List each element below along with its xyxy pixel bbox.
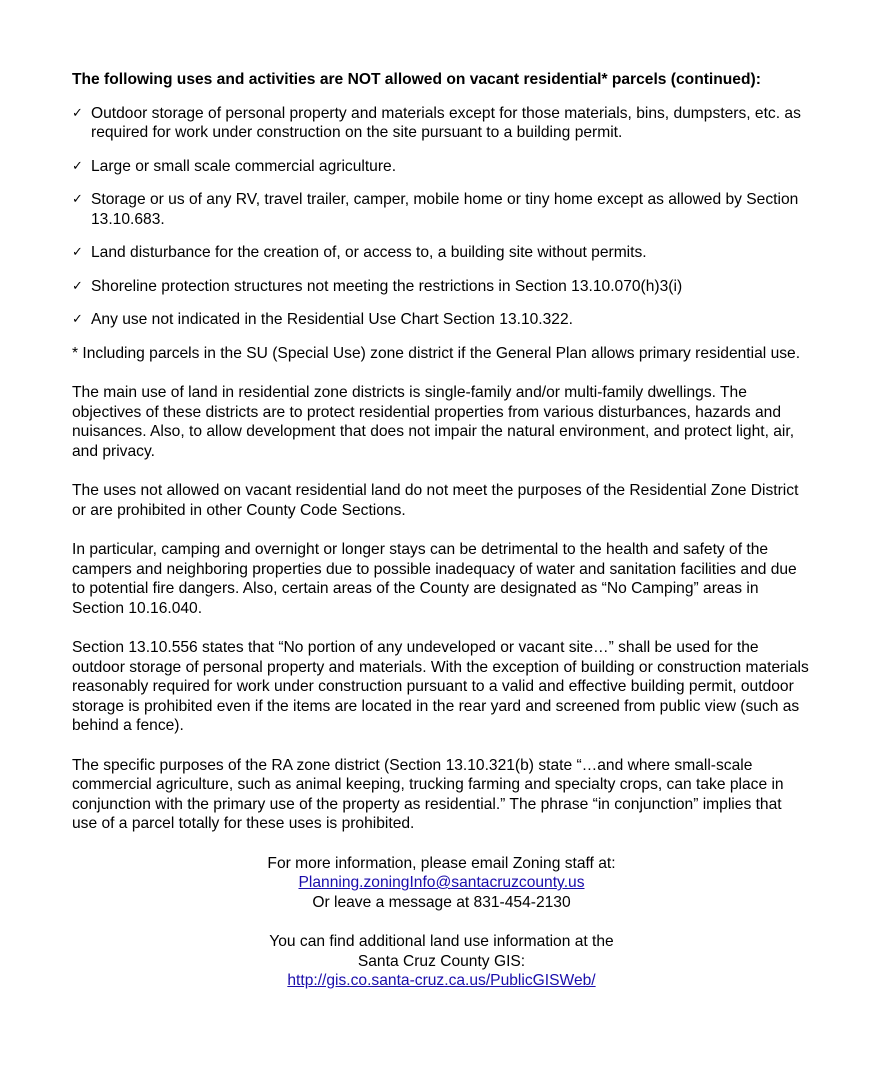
list-item-text: Large or small scale commercial agriculture. — [91, 157, 397, 175]
contact-intro: For more information, please email Zoning staff at: — [267, 854, 616, 872]
list-item — [72, 310, 811, 330]
paragraph-ra-zone: The specific purposes of the RA zone district (Section 13.10.321(b) state “…and where small-scale commercial agriculture, such as animal keeping, trucking farming and specialty crops, can take place in conjunction with the primary use of the property as residential.” The phrase “in conjunction” implies that use of a parcel totally for these uses is prohibited. — [72, 756, 784, 832]
list-item — [72, 243, 811, 263]
contact-block — [72, 854, 811, 913]
list-item-text: Outdoor storage of personal property and materials except for those materials, bins, dumpsters, etc. as required for work under construction on the site pursuant to a building permit. — [91, 104, 801, 141]
paragraph-residential-purpose: The main use of land in residential zone districts is single-family and/or multi-family dwellings. The objectives of these districts are to protect residential properties from various disturbances, hazards and nuisances. Also, to allow development that does not impair the natural environment, and protect light, air, and privacy. — [72, 384, 795, 460]
list-item — [72, 157, 811, 177]
gis-name: Santa Cruz County GIS: — [357, 952, 526, 970]
paragraph-uses-not-allowed: The uses not allowed on vacant residential land do not meet the purposes of the Residential Zone District or are prohibited in other County Code Sections. — [72, 482, 799, 519]
email-link[interactable]: Planning.zoningInfo@santacruzcounty.us — [298, 874, 585, 891]
gis-intro: You can find additional land use information at the — [269, 933, 614, 950]
gis-block — [72, 932, 811, 991]
checkmark-icon: ✓ — [72, 192, 83, 207]
checkmark-icon: ✓ — [72, 105, 83, 121]
list-item — [72, 190, 811, 229]
not-allowed-list — [72, 104, 811, 330]
list-item-text: Land disturbance for the creation of, or access to, a building site without permits. — [91, 244, 647, 261]
gis-link[interactable]: http://gis.co.santa-cruz.ca.us/PublicGISWeb/ — [287, 972, 596, 989]
phone-line: Or leave a message at 831-454-2130 — [312, 893, 571, 911]
list-item-text: Storage or us of any RV, travel trailer, camper, mobile home or tiny home except as allowed by Section 13.10.683. — [91, 191, 799, 228]
paragraph-camping: In particular, camping and overnight or longer stays can be detrimental to the health and safety of the campers and neighboring properties due to possible inadequacy of water and sanitation facilities and due to potential fire dangers. Also, certain areas of the County are designated as “No Camping” areas in Section 10.16.040. — [72, 541, 797, 617]
list-item — [72, 104, 811, 143]
footnote: * Including parcels in the SU (Special Use) zone district if the General Plan allows primary residential use. — [72, 344, 801, 362]
list-item-text: Shoreline protection structures not meeting the restrictions in Section 13.10.070(h)3(i) — [91, 277, 683, 295]
checkmark-icon: ✓ — [72, 312, 83, 327]
checkmark-icon: ✓ — [72, 245, 83, 260]
list-item — [72, 277, 811, 297]
checkmark-icon: ✓ — [72, 278, 83, 294]
paragraph-outdoor-storage: Section 13.10.556 states that “No portion of any undeveloped or vacant site…” shall be used for the outdoor storage of personal property and materials. With the exception of building or construction materials reasonably required for work under construction pursuant to a valid and effective building permit, outdoor storage is prohibited even if the items are located in the rear yard and screened from public view (such as behind a fence). — [72, 639, 809, 734]
list-item-text: Any use not indicated in the Residential Use Chart Section 13.10.322. — [91, 311, 573, 328]
section-heading: The following uses and activities are NOT allowed on vacant residential* parcels (continued): — [72, 71, 761, 88]
checkmark-icon: ✓ — [72, 158, 83, 174]
